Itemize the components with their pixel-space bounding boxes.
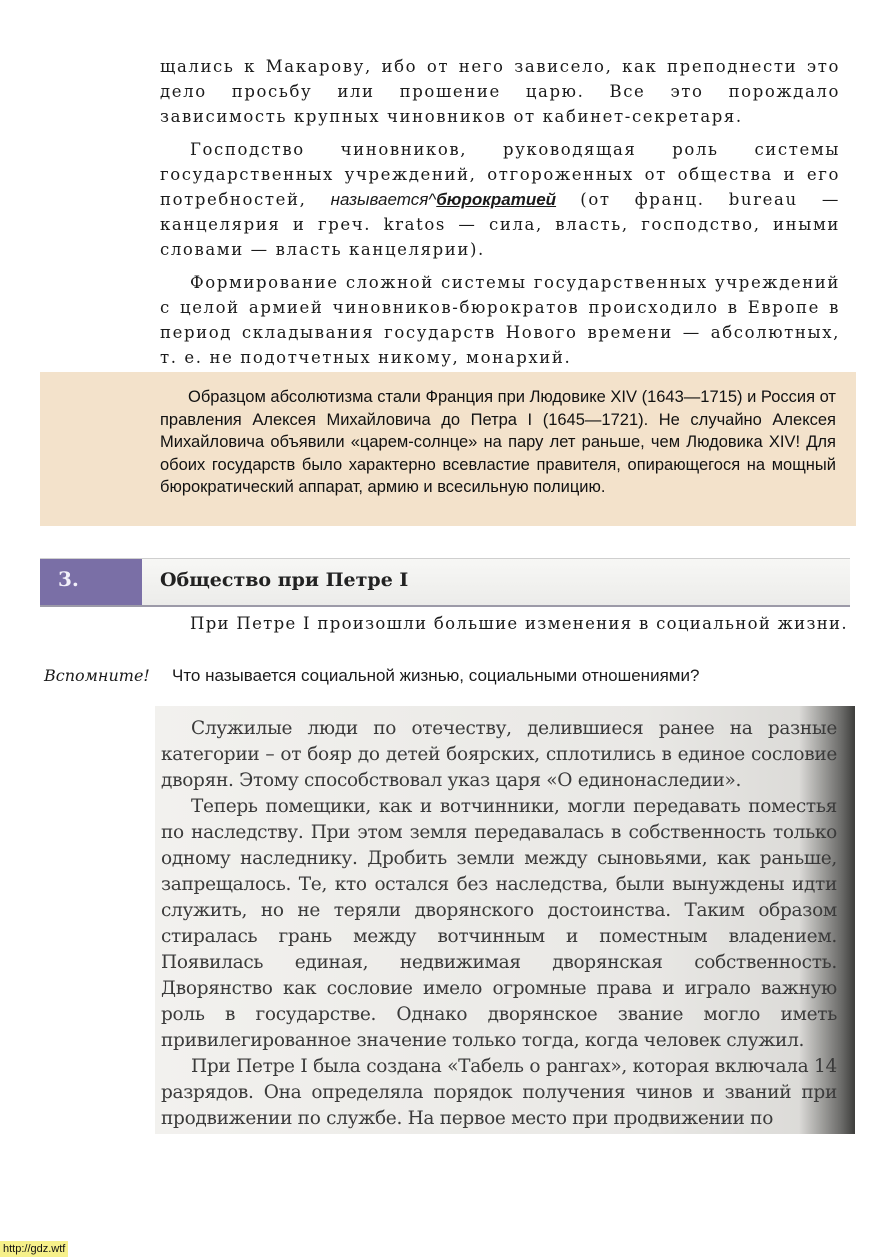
term-bureaucracy: бюрократией xyxy=(436,190,557,209)
scan-paragraph-3: При Петре I была создана «Табель о рангах», которая включала 14 разрядов. Она определяла порядок получения чинов и званий при продвижении по службе. На первое место при продвижении по xyxy=(161,1056,837,1129)
section-header xyxy=(40,558,850,607)
body-text-top xyxy=(160,54,840,370)
section-number: 3. xyxy=(58,567,79,591)
paragraph-3: Формирование сложной системы государственных учреждений с целой армией чиновников-бюрократов происходило в Европе в период складывания государств Нового времени — абсолютных, т. е. не подотчетных никому, монархий. xyxy=(160,273,840,367)
scan-paragraph-2: Теперь помещики, как и вотчинники, могли передавать поместья по наследству. При этом земля передавалась в собственность только одному наследнику. Дробить земли между сыновьями, как раньше, запрещалось. Те, кто остался без наследства, были вынуждены идти служить, но не теряли дворянского достоинства. Таким образом стиралась грань между вотчинным и поместным владением. Появилась единая, недвижимая дворянская собственность. Дворянство как сословие имело огромные права и играло важную роль в государстве. Однако дворянское звание могло иметь привилегированное значение только тогда, когда человек служил. xyxy=(161,796,837,1051)
scanned-page-image xyxy=(155,706,855,1134)
caret-mark: ^ xyxy=(428,190,437,209)
scan-paragraph-1: Служилые люди по отечеству, делившиеся ранее на разные категории – от бояр до детей боярских, сплотились в единое сословие дворян. Этому способствовал указ царя «О единонаследии». xyxy=(161,718,837,791)
watermark-link[interactable]: http://gdz.wtf xyxy=(0,1241,68,1257)
info-box-paragraph: Образцом абсолютизма стали Франция при Людовике XIV (1643—1715) и Россия от правления Алексея Михайловича до Петра I (1645—1721). Не случайно Алексея Михайловича объявили «царем-солнце» на пару лет раньше, чем Людовика XIV! Для обоих государств было характерно всевластие правителя, опирающегося на мощный бюрократический аппарат, армию и всесильную полицию. xyxy=(160,388,836,496)
info-box-text xyxy=(160,386,836,499)
paragraph-2-end: (от франц. bureau — канцелярия и греч. kratos — сила, власть, господство, иными словами — власть канцелярии). xyxy=(160,190,840,259)
paragraph-1: щались к Макарову, ибо от него зависело, как преподнести это дело просьбу или прошение царю. Все это порождало зависимость крупных чиновников от кабинет-секретаря. xyxy=(160,57,840,126)
scanned-text xyxy=(161,716,837,1132)
called-word: называется xyxy=(330,190,429,209)
section-intro: При Петре I произошли большие изменения в социальной жизни. xyxy=(190,614,848,633)
section-number-box xyxy=(40,559,142,605)
paragraph-2 xyxy=(160,137,840,262)
recall-question: Что называется социальной жизнью, социальными отношениями? xyxy=(172,666,700,685)
section-title: Общество при Петре I xyxy=(160,569,409,591)
info-box xyxy=(40,372,856,526)
paragraph-2-start: Господство чиновников, руководящая роль системы государственных учреждений, отгороженных от общества и его потребностей, xyxy=(160,140,840,209)
recall-label: Вспомните! xyxy=(44,666,150,685)
